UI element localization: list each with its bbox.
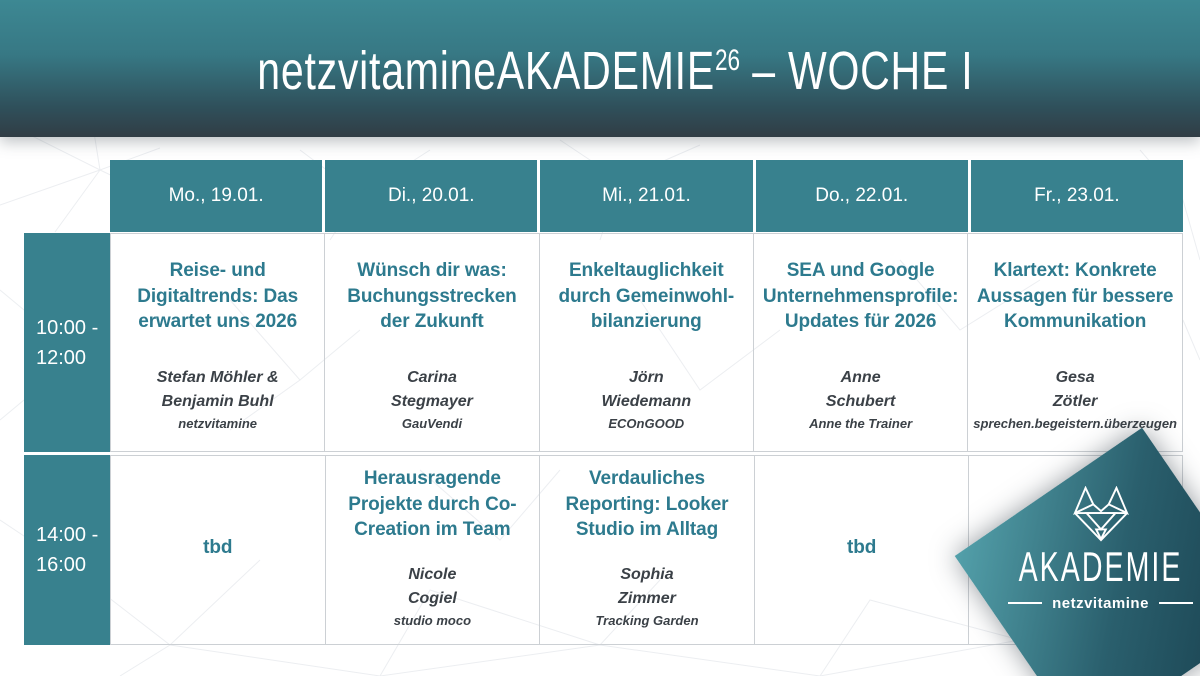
speaker-block: [116, 366, 319, 433]
day-header-tuesday: Di., 20.01.: [325, 160, 537, 232]
session-cell-do-afternoon: [754, 455, 969, 645]
fox-icon: [1070, 486, 1132, 542]
session-cell-di-afternoon: [325, 455, 540, 645]
time-slot-afternoon: 14:00 - 16:00: [24, 455, 110, 645]
session-cell-di-morning: [324, 233, 538, 452]
speaker-block: [330, 366, 533, 433]
badge-divider-right: [1159, 602, 1193, 604]
page-title: [227, 36, 974, 102]
session-title: tbd: [203, 537, 233, 559]
session-title: Enkeltauglichkeit durch Gemeinwohl-bilanzierung: [558, 260, 735, 333]
speaker-name: Zötler: [1052, 392, 1098, 410]
session-cell-mi-morning: [539, 233, 753, 452]
speaker-name: Carina: [407, 369, 457, 387]
time-slot-morning: 10:00 - 12:00: [24, 233, 110, 452]
speaker-name: Anne: [840, 369, 881, 387]
badge-brand-text: AKADEMIE: [1018, 542, 1183, 590]
session-cell-mi-afternoon: [539, 455, 754, 645]
day-header-wednesday: Mi., 21.01.: [540, 160, 752, 232]
speaker-name: Cogiel: [407, 589, 457, 607]
page-title-superscript: 26: [714, 43, 740, 77]
session-cell-do-morning: [753, 233, 967, 452]
page-title-rest: – WOCHE I: [739, 40, 974, 101]
speaker-name: Stegmayer: [391, 392, 473, 410]
speaker-name: Gesa: [1055, 369, 1095, 387]
speaker-block: [545, 563, 749, 630]
session-cell-fr-morning: [967, 233, 1183, 452]
badge-divider-left: [1008, 602, 1042, 604]
session-cell-mo-afternoon: [110, 455, 325, 645]
schedule-row-morning: [110, 233, 1183, 452]
session-title: Verdauliches Reporting: Looker Studio im Alltag: [565, 468, 729, 541]
speaker-name: Nicole: [408, 566, 457, 584]
speaker-organization: Anne the Trainer: [809, 415, 913, 431]
badge-subbrand-text: netzvitamine: [1052, 594, 1149, 612]
speaker-organization: GauVendi: [401, 415, 463, 431]
session-title: Wünsch dir was: Buchungsstrecken der Zukunft: [347, 260, 517, 333]
badge-subline: [1008, 595, 1193, 612]
session-title: Herausragende Projekte durch Co-Creation im Team: [348, 468, 517, 541]
day-header-monday: Mo., 19.01.: [110, 160, 322, 232]
speaker-block: [759, 366, 962, 433]
speaker-organization: studio moco: [393, 612, 472, 628]
speaker-name: Benjamin Buhl: [161, 392, 274, 410]
speaker-organization: sprechen.begeistern.überzeugen: [973, 415, 1177, 431]
speaker-block: [973, 366, 1177, 433]
speaker-block: [331, 563, 535, 630]
session-title: SEA und Google Unternehmensprofile: Updates für 2026: [762, 260, 959, 333]
speaker-organization: ECOnGOOD: [608, 415, 685, 431]
day-header-friday: Fr., 23.01.: [971, 160, 1183, 232]
speaker-block: [545, 366, 748, 433]
speaker-name: Jörn: [628, 369, 664, 387]
speaker-name: Zimmer: [618, 589, 676, 607]
akademie-badge-inner: [999, 472, 1200, 676]
day-header-row: [110, 160, 1183, 232]
speaker-name: Schubert: [825, 392, 896, 410]
speaker-organization: netzvitamine: [178, 415, 258, 431]
speaker-name: Sophia: [620, 566, 674, 584]
session-cell-mo-morning: [110, 233, 324, 452]
session-title: Reise- und Digitaltrends: Das erwartet uns 2026: [137, 260, 299, 333]
speaker-organization: Tracking Garden: [595, 612, 699, 628]
day-header-thursday: Do., 22.01.: [756, 160, 968, 232]
speaker-name: Wiedemann: [601, 392, 692, 410]
speaker-name: Stefan Möhler &: [156, 369, 279, 387]
session-title: Klartext: Konkrete Aussagen für bessere Kommunikation: [976, 260, 1174, 333]
title-banner: [0, 0, 1200, 137]
page-title-main: netzvitamineAKADEMIE: [257, 40, 715, 101]
session-title: tbd: [846, 537, 877, 559]
akademie-badge-content: [980, 486, 1200, 612]
